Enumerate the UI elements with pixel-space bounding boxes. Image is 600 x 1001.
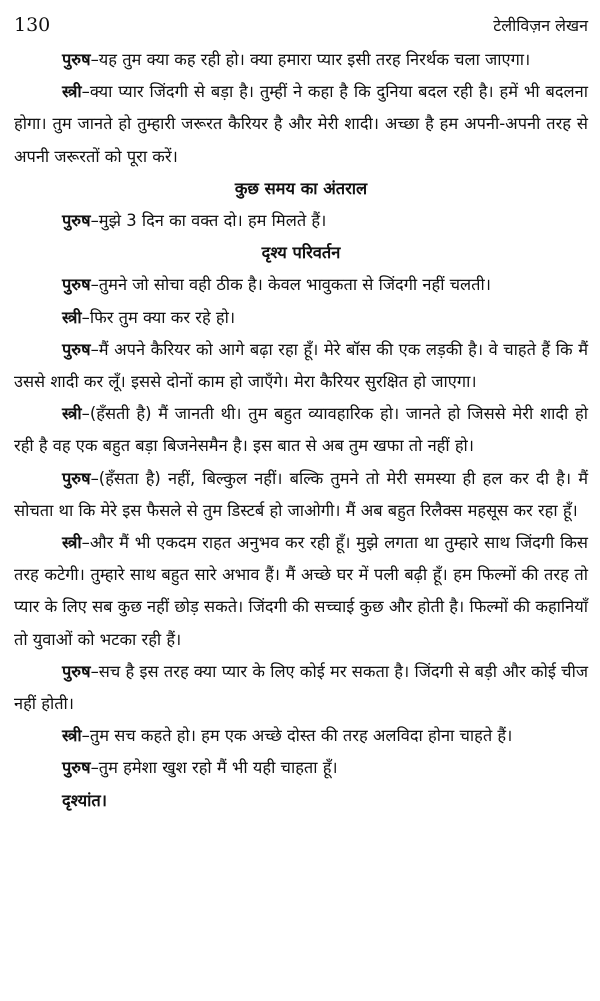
dialogue-paragraph <box>14 269 588 301</box>
speaker-name: पुरुष <box>62 468 91 488</box>
speaker-name: पुरुष <box>62 339 91 359</box>
dialogue-text: फिर तुम क्या कर रहे हो। <box>89 307 236 327</box>
dash: – <box>90 758 99 778</box>
dialogue-paragraph <box>14 334 588 398</box>
dialogue-text: (हँसता है) नहीं, बिल्कुल नहीं। बल्कि तुमने तो मेरी समस्या ही हल कर दी है। मैं सोचता था कि मेरे इस फैसले से तुम डिस्टर्ब हो जाओगी। मैं अब बहुत रिलैक्स महसूस कर रहा हूँ। <box>14 468 588 520</box>
speaker-name: पुरुष <box>62 275 91 295</box>
dialogue-text: और मैं भी एकदम राहत अनुभव कर रही हूँ। मुझे लगता था तुम्हारे साथ जिंदगी किस तरह कटेगी। तुम्हारे साथ बहुत सारे अभाव हैं। मैं अच्छे घर में पली बढ़ी हूँ। हम फिल्मों की तरह तो प्यार के लिए सब कुछ नहीं छोड़ सकते। जिंदगी की सच्चाई कुछ और होती है। फिल्मों की कहानियाँ तो युवाओं को भटका रही हैं। <box>14 533 588 649</box>
dialogue-text: सच है इस तरह क्या प्यार के लिए कोई मर सकता है। जिंदगी से बड़ी और कोई चीज नहीं होती। <box>14 661 588 714</box>
dash: – <box>90 211 99 231</box>
dash: – <box>81 82 90 102</box>
dialogue-text: तुमने जो सोचा वही ठीक है। केवल भावुकता से जिंदगी नहीं चलती। <box>98 275 491 295</box>
speaker-name: पुरुष <box>62 661 91 681</box>
scene-heading: दृश्य परिवर्तन <box>261 243 341 263</box>
page-number: 130 <box>14 14 51 36</box>
page-header <box>14 14 588 44</box>
dialogue-paragraph <box>14 463 588 527</box>
dialogue-paragraph <box>14 44 588 76</box>
speaker-name: स्त्री <box>62 533 82 553</box>
running-title: टेलीविज़न लेखन <box>493 16 588 35</box>
speaker-name: पुरुष <box>62 50 91 69</box>
dialogue-text: तुम सच कहते हो। हम एक अच्छे दोस्त की तरह अलविदा होना चाहते हैं। <box>89 726 513 746</box>
dash: – <box>81 404 90 424</box>
dialogue-paragraph <box>14 76 588 173</box>
dialogue-paragraph <box>14 205 588 237</box>
speaker-name: स्त्री <box>62 307 82 327</box>
speaker-name: स्त्री <box>62 404 82 424</box>
dialogue-paragraph <box>14 527 588 656</box>
speaker-name: स्त्री <box>62 82 82 102</box>
dash: – <box>90 339 99 359</box>
dash: – <box>90 468 99 488</box>
dash: – <box>90 661 99 681</box>
dialogue-text: मैं अपने कैरियर को आगे बढ़ा रहा हूँ। मेरे बॉस की एक लड़की है। वे चाहते हैं कि मैं उससे शादी कर लूँ। इससे दोनों काम हो जाएँगे। मेरा कैरियर सुरक्षित हो जाएगा। <box>14 339 588 392</box>
dialogue-body <box>14 44 588 817</box>
dialogue-text: यह तुम क्या कह रही हो। क्या हमारा प्यार इसी तरह निरर्थक चला जाएगा। <box>98 50 531 69</box>
dialogue-paragraph <box>14 656 588 720</box>
dash: – <box>81 533 90 553</box>
dialogue-text: मुझे 3 दिन का वक्त दो। हम मिलते हैं। <box>98 211 327 231</box>
speaker-name: स्त्री <box>62 726 82 746</box>
dash: – <box>90 275 99 295</box>
scene-heading: कुछ समय का अंतराल <box>234 178 368 198</box>
speaker-name: पुरुष <box>62 758 91 778</box>
scene-end-mark: दृश्यांत। <box>62 790 107 810</box>
speaker-name: पुरुष <box>62 211 91 231</box>
dash: – <box>81 307 90 327</box>
dash: – <box>81 726 90 746</box>
dialogue-paragraph <box>14 302 588 334</box>
dialogue-text: (हँसती है) मैं जानती थी। तुम बहुत व्यावहारिक हो। जानते हो जिससे मेरी शादी हो रही है वह एक बहुत बड़ा बिजनेसमैन है। इस बात से अब तुम खफा तो नहीं हो। <box>14 404 588 456</box>
dialogue-paragraph <box>14 752 588 784</box>
dash: – <box>90 50 99 69</box>
dialogue-paragraph <box>14 720 588 752</box>
dialogue-paragraph <box>14 398 588 462</box>
dialogue-text: तुम हमेशा खुश रहो मैं भी यही चाहता हूँ। <box>98 758 338 778</box>
dialogue-text: क्या प्यार जिंदगी से बड़ा है। तुम्हीं ने कहा है कि दुनिया बदल रही है। हमें भी बदलना होगा। तुम जानते हो तुम्हारी जरूरत कैरियर है और मेरी शादी। अच्छा है हम अपनी-अपनी तरह से अपनी जरूरतों को पूरा करें। <box>14 82 588 166</box>
